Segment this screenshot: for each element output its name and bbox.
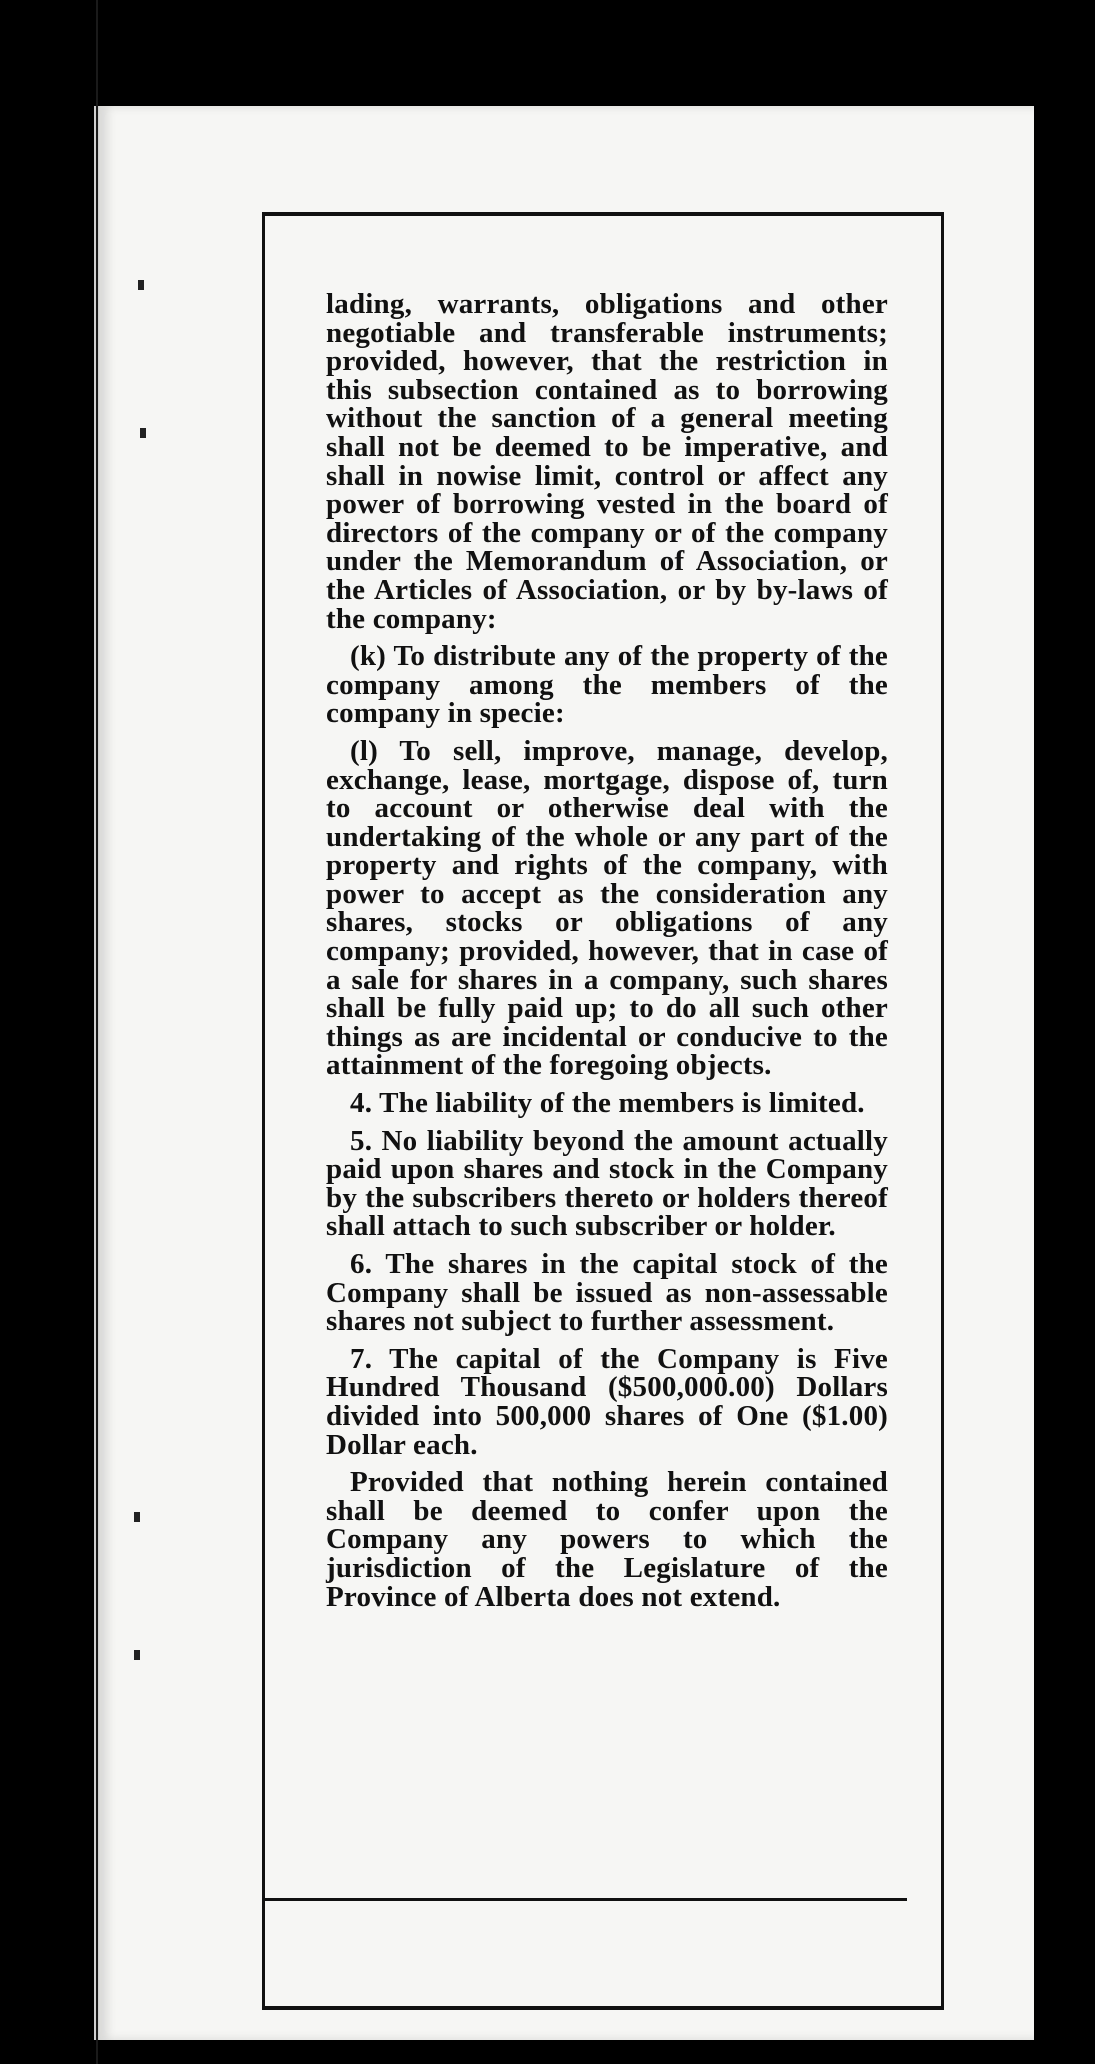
- margin-mark: [134, 1650, 140, 1660]
- paragraph-7: 7. The capital of the Company is Five Hundred Thousand ($500,000.00) Dollars divided into 500,000 shares of One ($1.00) Dollar each.: [326, 1342, 888, 1461]
- paragraph-k: (k) To distribute any of the property of the company among the members of the company in specie:: [326, 640, 888, 730]
- page-edge-line: [96, 0, 98, 2064]
- frame-rule: [262, 1898, 907, 1901]
- paragraph-l: (l) To sell, improve, manage, develop, exchange, lease, mortgage, dispose of, turn to account or otherwise deal with the undertaking of the whole or any part of the property and rights of the company, with power to accept as the consideration any shares, stocks or obligations of any company; provided, however, that in case of a sale for shares in a company, such shares shall be fully paid up; to do all such other things as are incidental or conducive to the attainment of the foregoing objects.: [326, 734, 888, 1082]
- paragraph-4: 4. The liability of the members is limited.: [350, 1087, 865, 1120]
- margin-mark: [134, 1512, 140, 1522]
- paragraph-6: 6. The shares in the capital stock of the Company shall be issued as non-assessable shares not subject to further assessment.: [326, 1248, 888, 1338]
- margin-mark: [138, 280, 144, 290]
- document-body: [326, 290, 888, 1620]
- paragraph-proviso: Provided that nothing herein contained shall be deemed to confer upon the Company any powers to which the jurisdiction of the Legislature of the Province of Alberta does not extend.: [326, 1466, 888, 1613]
- paragraph-continuation: lading, warrants, obligations and other negotiable and transferable instruments; provided, however, that the restriction in this subsection contained as to borrowing without the sanction of a general meeting shall not be deemed to be imperative, and shall in nowise limit, control or affect any power of borrowing vested in the board of directors of the company or of the company under the Memorandum of Association, or the Articles of Association, or by by-laws of the company:: [326, 288, 888, 635]
- margin-mark: [140, 428, 146, 438]
- paragraph-5: 5. No liability beyond the amount actually paid upon shares and stock in the Company by the subscribers thereto or holders thereof shall attach to such subscriber or holder.: [326, 1124, 888, 1243]
